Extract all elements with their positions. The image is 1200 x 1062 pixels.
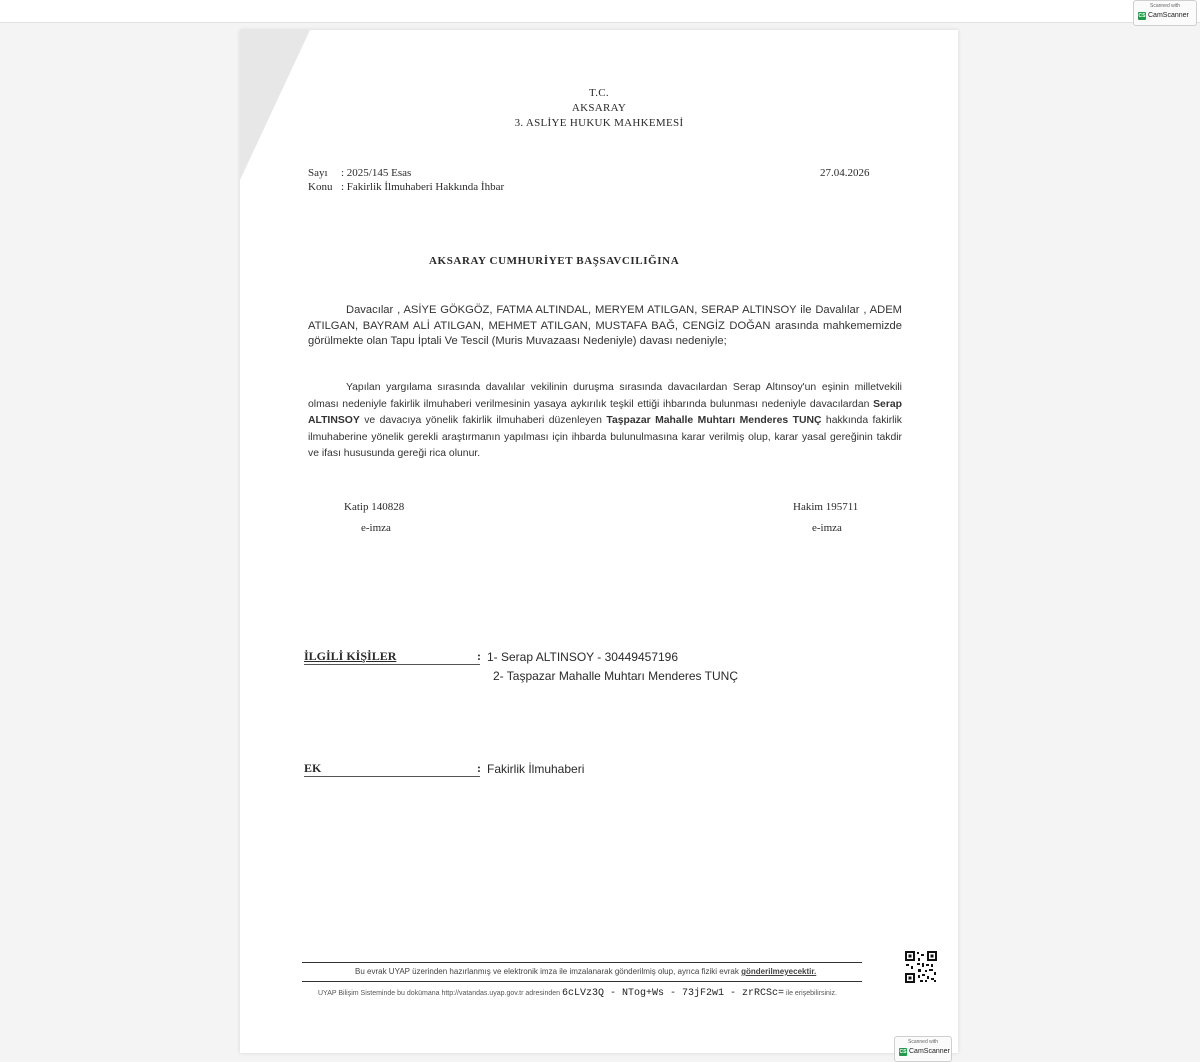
body-bold-plaintiff: Serap ALTINSOY — [308, 398, 902, 426]
header-tc: T.C. — [589, 87, 609, 99]
attachment-label: EK — [304, 761, 322, 775]
footer-notice-text: Bu evrak UYAP üzerinden hazırlanmış ve elektronik imza ile imzalanarak gönderilmiş olup, ayrıca fiziki evrak — [355, 967, 739, 976]
camscanner-badge-bottom — [894, 1036, 952, 1062]
related-label-underline — [304, 664, 480, 665]
related-person-2: 2- Taşpazar Mahalle Muhtarı Menderes TUNÇ — [493, 669, 738, 683]
viewer-top-strip — [0, 0, 1200, 23]
addressee-heading: AKSARAY CUMHURİYET BAŞSAVCILIĞINA — [429, 255, 680, 267]
page-fold-shadow — [240, 30, 310, 180]
camscanner-name-bottom: CamScanner — [909, 1048, 950, 1055]
sayi-label: Sayı — [308, 167, 328, 179]
footer-uyap-text: UYAP Bilişim Sisteminde bu dokümana http://vatandas.uyap.gov.tr adresinden — [318, 990, 561, 997]
paragraph-parties — [308, 303, 902, 350]
camscanner-caption-bottom: Scanned with — [907, 1039, 939, 1045]
sayi-value: : 2025/145 Esas — [341, 167, 412, 179]
footer-uyap-line — [318, 988, 837, 999]
related-person-1: 1- Serap ALTINSOY - 30449457196 — [487, 650, 679, 664]
header-city: AKSARAY — [571, 102, 627, 114]
attachment-value: Fakirlik İlmuhaberi — [487, 762, 585, 776]
camscanner-logo-icon: CS — [1138, 13, 1146, 19]
konu-value: : Fakirlik İlmuhaberi Hakkında İhbar — [341, 181, 505, 193]
clerk-title: Katip 140828 — [344, 501, 405, 513]
footer-notice — [355, 967, 816, 976]
konu-label: Konu — [308, 181, 333, 193]
footer-middle-rule — [302, 981, 862, 982]
header-court: 3. ASLİYE HUKUK MAHKEMESİ — [514, 117, 684, 129]
body-text-2: ve davacıya yönelik fakirlik ilmuhaberi düzenleyen — [364, 415, 602, 426]
judge-signature: e-imza — [812, 522, 842, 534]
body-text-3: hakkında fakirlik ilmuhaberine yönelik gerekli araştırmanın yapılması için ihbarda bulunulmasına karar verilmiş olup, karar yasal gereğinin takdir ve ifası hususunda gereği rica olunur. — [308, 415, 902, 459]
qr-code-icon — [904, 950, 938, 984]
paragraph-parties-text: Davacılar , ASİYE GÖKGÖZ, FATMA ALTINDAL, MERYEM ATILGAN, SERAP ALTINSOY ile Davalılar , ADEM ATILGAN, BAYRAM ALİ ATILGAN, MEHMET ATILGAN, MUSTAFA BAĞ, CENGİZ DOĞAN arasında mahkememizde görülmekte olan Tapu İptali Ve Tescil (Muris Muvazaası Nedeniyle) davası nedeniyle; — [308, 304, 902, 347]
footer-notice-underlined: gönderilmeyecektir. — [741, 967, 817, 976]
attachment-colon: : — [477, 761, 481, 775]
footer-uyap-end: ile erişebilirsiniz. — [785, 990, 837, 997]
camscanner-logo-bottom-icon: CS — [899, 1049, 907, 1055]
body-bold-muhtar: Taşpazar Mahalle Muhtarı Menderes TUNÇ — [606, 415, 822, 426]
footer-access-code: 6cLVz3Q - NTog+Ws - 73jF2w1 - zrRCSc= — [561, 988, 785, 999]
related-colon: : — [477, 649, 481, 663]
judge-title: Hakim 195711 — [793, 501, 859, 513]
document-date: 27.04.2026 — [820, 167, 870, 179]
camscanner-badge-top — [1133, 0, 1197, 26]
camscanner-name: CamScanner — [1148, 12, 1189, 19]
footer-top-rule — [302, 962, 862, 963]
clerk-signature: e-imza — [361, 522, 391, 534]
paragraph-body — [308, 380, 902, 463]
body-text-1: Yapılan yargılama sırasında davalılar vekilinin duruşma sırasında davacılardan Serap Altınsoy'un eşinin milletvekili olması nedeniyle fakirlik ilmuhaberi verilmesinin yasaya aykırılık teşkil ettiği ihbarında bulunması nedeniyle davacılardan — [308, 382, 902, 410]
camscanner-caption: Scanned with — [1149, 3, 1181, 9]
related-persons-label: İLGİLİ KİŞİLER — [304, 649, 397, 663]
attachment-label-underline — [304, 776, 480, 777]
document-page — [240, 30, 958, 1053]
